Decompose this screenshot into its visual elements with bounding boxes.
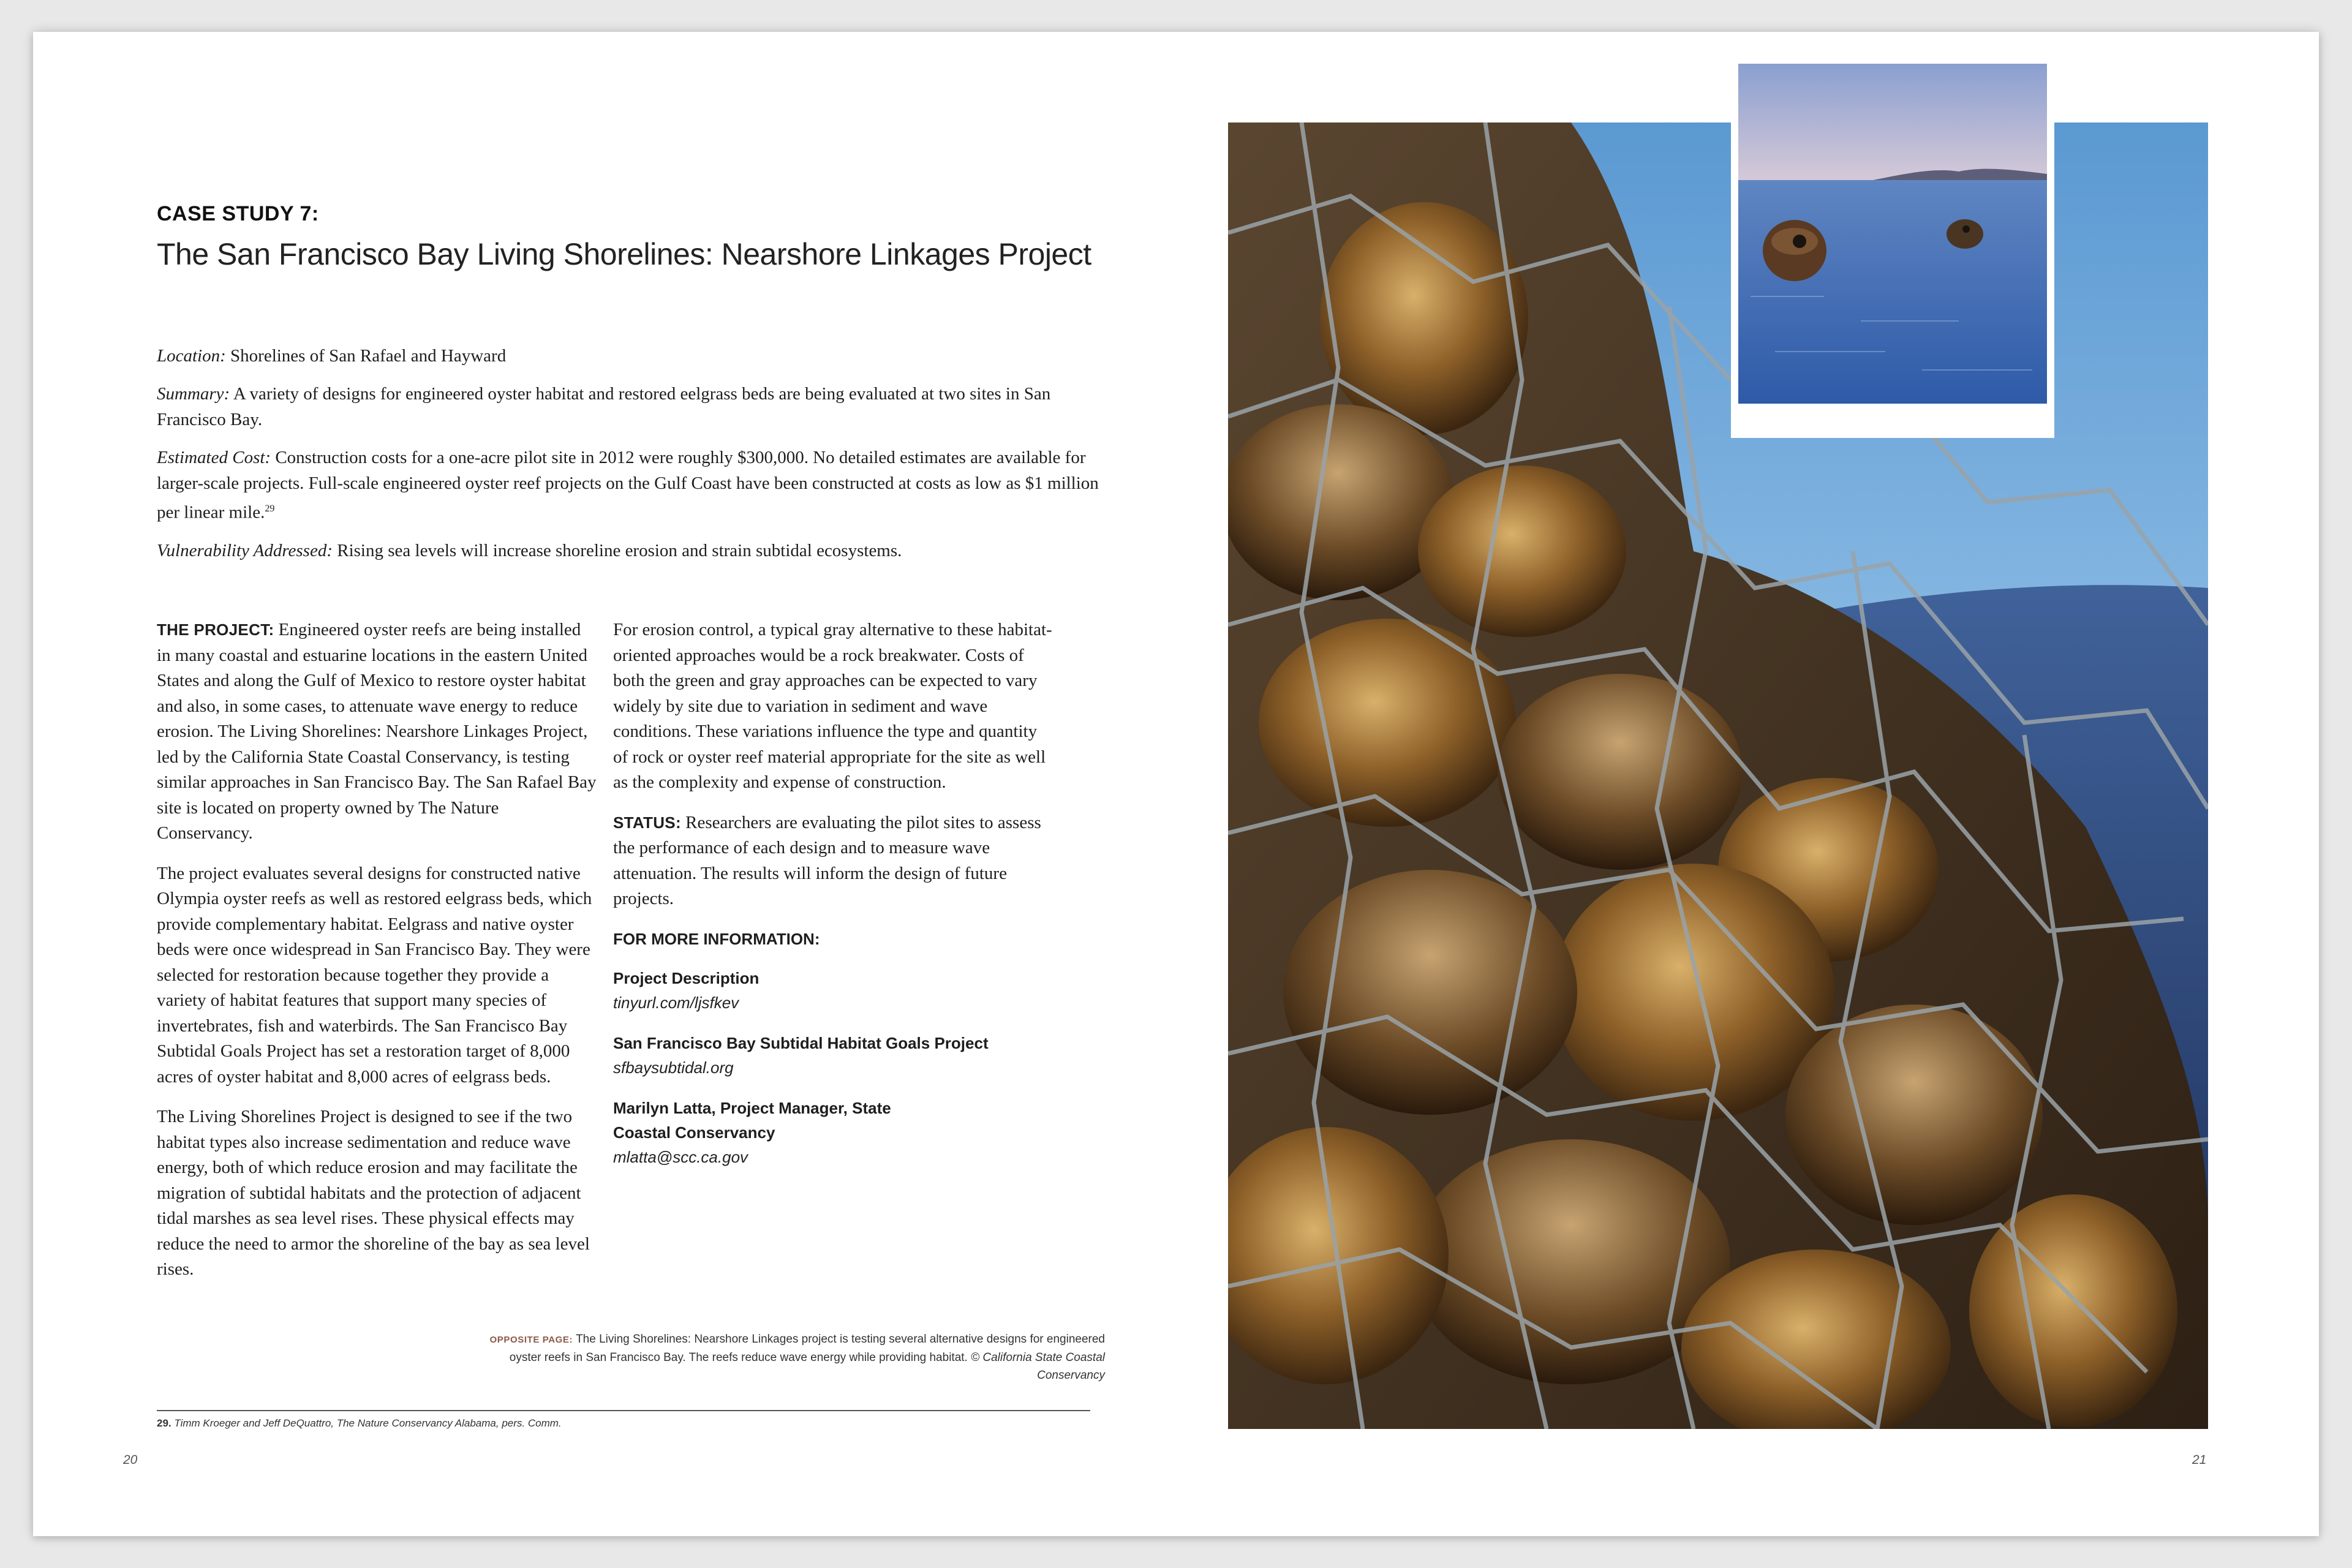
oyster-reef-photo — [1228, 123, 2208, 1429]
vulnerability-text: Rising sea levels will increase shoreline erosion and strain subtidal ecosystems. — [337, 540, 902, 560]
project-runin: THE PROJECT: — [157, 620, 274, 639]
location-text: Shorelines of San Rafael and Hayward — [230, 346, 507, 366]
more-info-item — [613, 1096, 1054, 1169]
more-info-heading: FOR MORE INFORMATION: — [613, 929, 820, 948]
caption-label: OPPOSITE PAGE: — [489, 1335, 573, 1345]
location-line — [157, 343, 1100, 369]
magazine-spread — [33, 32, 2319, 1536]
location-label: Location: — [157, 346, 226, 366]
more-info-link[interactable]: tinyurl.com/ljsfkev — [613, 993, 739, 1012]
summary-label: Summary: — [157, 384, 230, 404]
page-number-left: 20 — [123, 1453, 138, 1467]
more-info-name: San Francisco Bay Subtidal Habitat Goals Project — [613, 1033, 989, 1052]
cost-line — [157, 445, 1100, 526]
status-text: Researchers are evaluating the pilot sites to assess the performance of each design and to measure wave attenuation. The results will inform the design of future projects. — [613, 812, 1041, 908]
footnote-number: 29. — [157, 1417, 172, 1429]
body-column-2 — [613, 617, 1054, 1185]
case-study-title: The San Francisco Bay Living Shorelines: Nearshore Linkages Project — [157, 237, 1091, 271]
vulnerability-line — [157, 538, 1100, 564]
bay-reef-balls-illustration — [1738, 64, 2047, 404]
more-info-link[interactable]: sfbaysubtidal.org — [613, 1058, 734, 1077]
left-page — [33, 32, 1176, 1536]
case-study-meta — [157, 343, 1100, 576]
erosion-paragraph: For erosion control, a typical gray alternative to these habitat-oriented approaches would be a rock breakwater. Costs of both the green and gray approaches can be expected to vary widely by site due to variation in sediment and wave conditions. These variations influence the type and quantity of rock or oyster reef material appropriate for the site as well as the complexity and expense of construction. — [613, 620, 1052, 792]
more-info-item — [613, 1031, 1054, 1080]
caption-text: The Living Shorelines: Nearshore Linkages project is testing several alternative designs for engineered oyster reefs in San Francisco Bay. The reefs reduce wave energy while providing habitat. — [509, 1333, 1105, 1364]
body-column-1 — [157, 617, 598, 1297]
oyster-reef-illustration — [1228, 123, 2208, 1429]
status-paragraph — [613, 810, 1054, 912]
case-study-label: CASE STUDY 7: — [157, 202, 319, 225]
more-info-name: Project Description — [613, 968, 760, 987]
project-paragraph-3: The Living Shorelines Project is designed to see if the two habitat types also increase sedimentation and reduce wave energy, both of which reduce erosion and may facilitate the migration of subtidal habitats and the protection of adjacent tidal marshes as sea level rises. These physical effects may reduce the need to armor the shoreline of the bay as sea level rises. — [157, 1107, 590, 1279]
vulnerability-label: Vulnerability Addressed: — [157, 540, 333, 560]
photo-caption — [462, 1330, 1105, 1384]
footnote — [157, 1417, 562, 1430]
footnote-marker: 29 — [265, 503, 275, 514]
footnote-text: Timm Kroeger and Jeff DeQuattro, The Nature Conservancy Alabama, pers. Comm. — [174, 1417, 562, 1429]
summary-line — [157, 381, 1100, 432]
cost-text: Construction costs for a one-acre pilot site in 2012 were roughly $300,000. No detailed estimates are available for larger-scale projects. Full-scale engineered oyster reef projects on the Gulf Coast have been constructed at costs as low as $1 million per linear mile. — [157, 448, 1099, 522]
bay-inset-photo — [1738, 64, 2047, 404]
more-info-item — [613, 966, 1054, 1015]
caption-credit: © California State Coastal Conservancy — [971, 1351, 1105, 1382]
project-text-1: Engineered oyster reefs are being installed in many coastal and estuarine locations in the eastern United States and along the Gulf of Mexico to restore oyster habitat and also, in some cases, to attenuate wave energy to reduce erosion. The Living Shorelines: Nearshore Linkages Project, led by the California State Coastal Conservancy, is testing similar approaches in San Francisco Bay. The San Rafael Bay site is located on property owned by The Nature Conservancy. — [157, 620, 597, 843]
summary-text: A variety of designs for engineered oyster habitat and restored eelgrass beds are being evaluated at two sites in San Francisco Bay. — [157, 384, 1051, 429]
project-paragraph-2: The project evaluates several designs for constructed native Olympia oyster reefs as well as restored eelgrass beds, which provide complementary habitat. Eelgrass and native oyster beds were once widespread in San Francisco Bay. They were selected for restoration because together they provide a variety of habitat features that support many species of invertebrates, fish and waterbirds. The San Francisco Bay Subtidal Goals Project has set a restoration target of 8,000 acres of oyster habitat and 8,000 acres of eelgrass beds. — [157, 863, 592, 1087]
project-paragraph-1 — [157, 617, 598, 846]
more-info-name: Marilyn Latta, Project Manager, State Coastal Conservancy — [613, 1098, 891, 1142]
page-number-right: 21 — [2192, 1453, 2207, 1467]
status-runin: STATUS: — [613, 813, 681, 832]
more-info-link[interactable]: mlatta@scc.ca.gov — [613, 1147, 748, 1166]
footnote-rule — [157, 1410, 1090, 1411]
cost-label: Estimated Cost: — [157, 448, 271, 467]
